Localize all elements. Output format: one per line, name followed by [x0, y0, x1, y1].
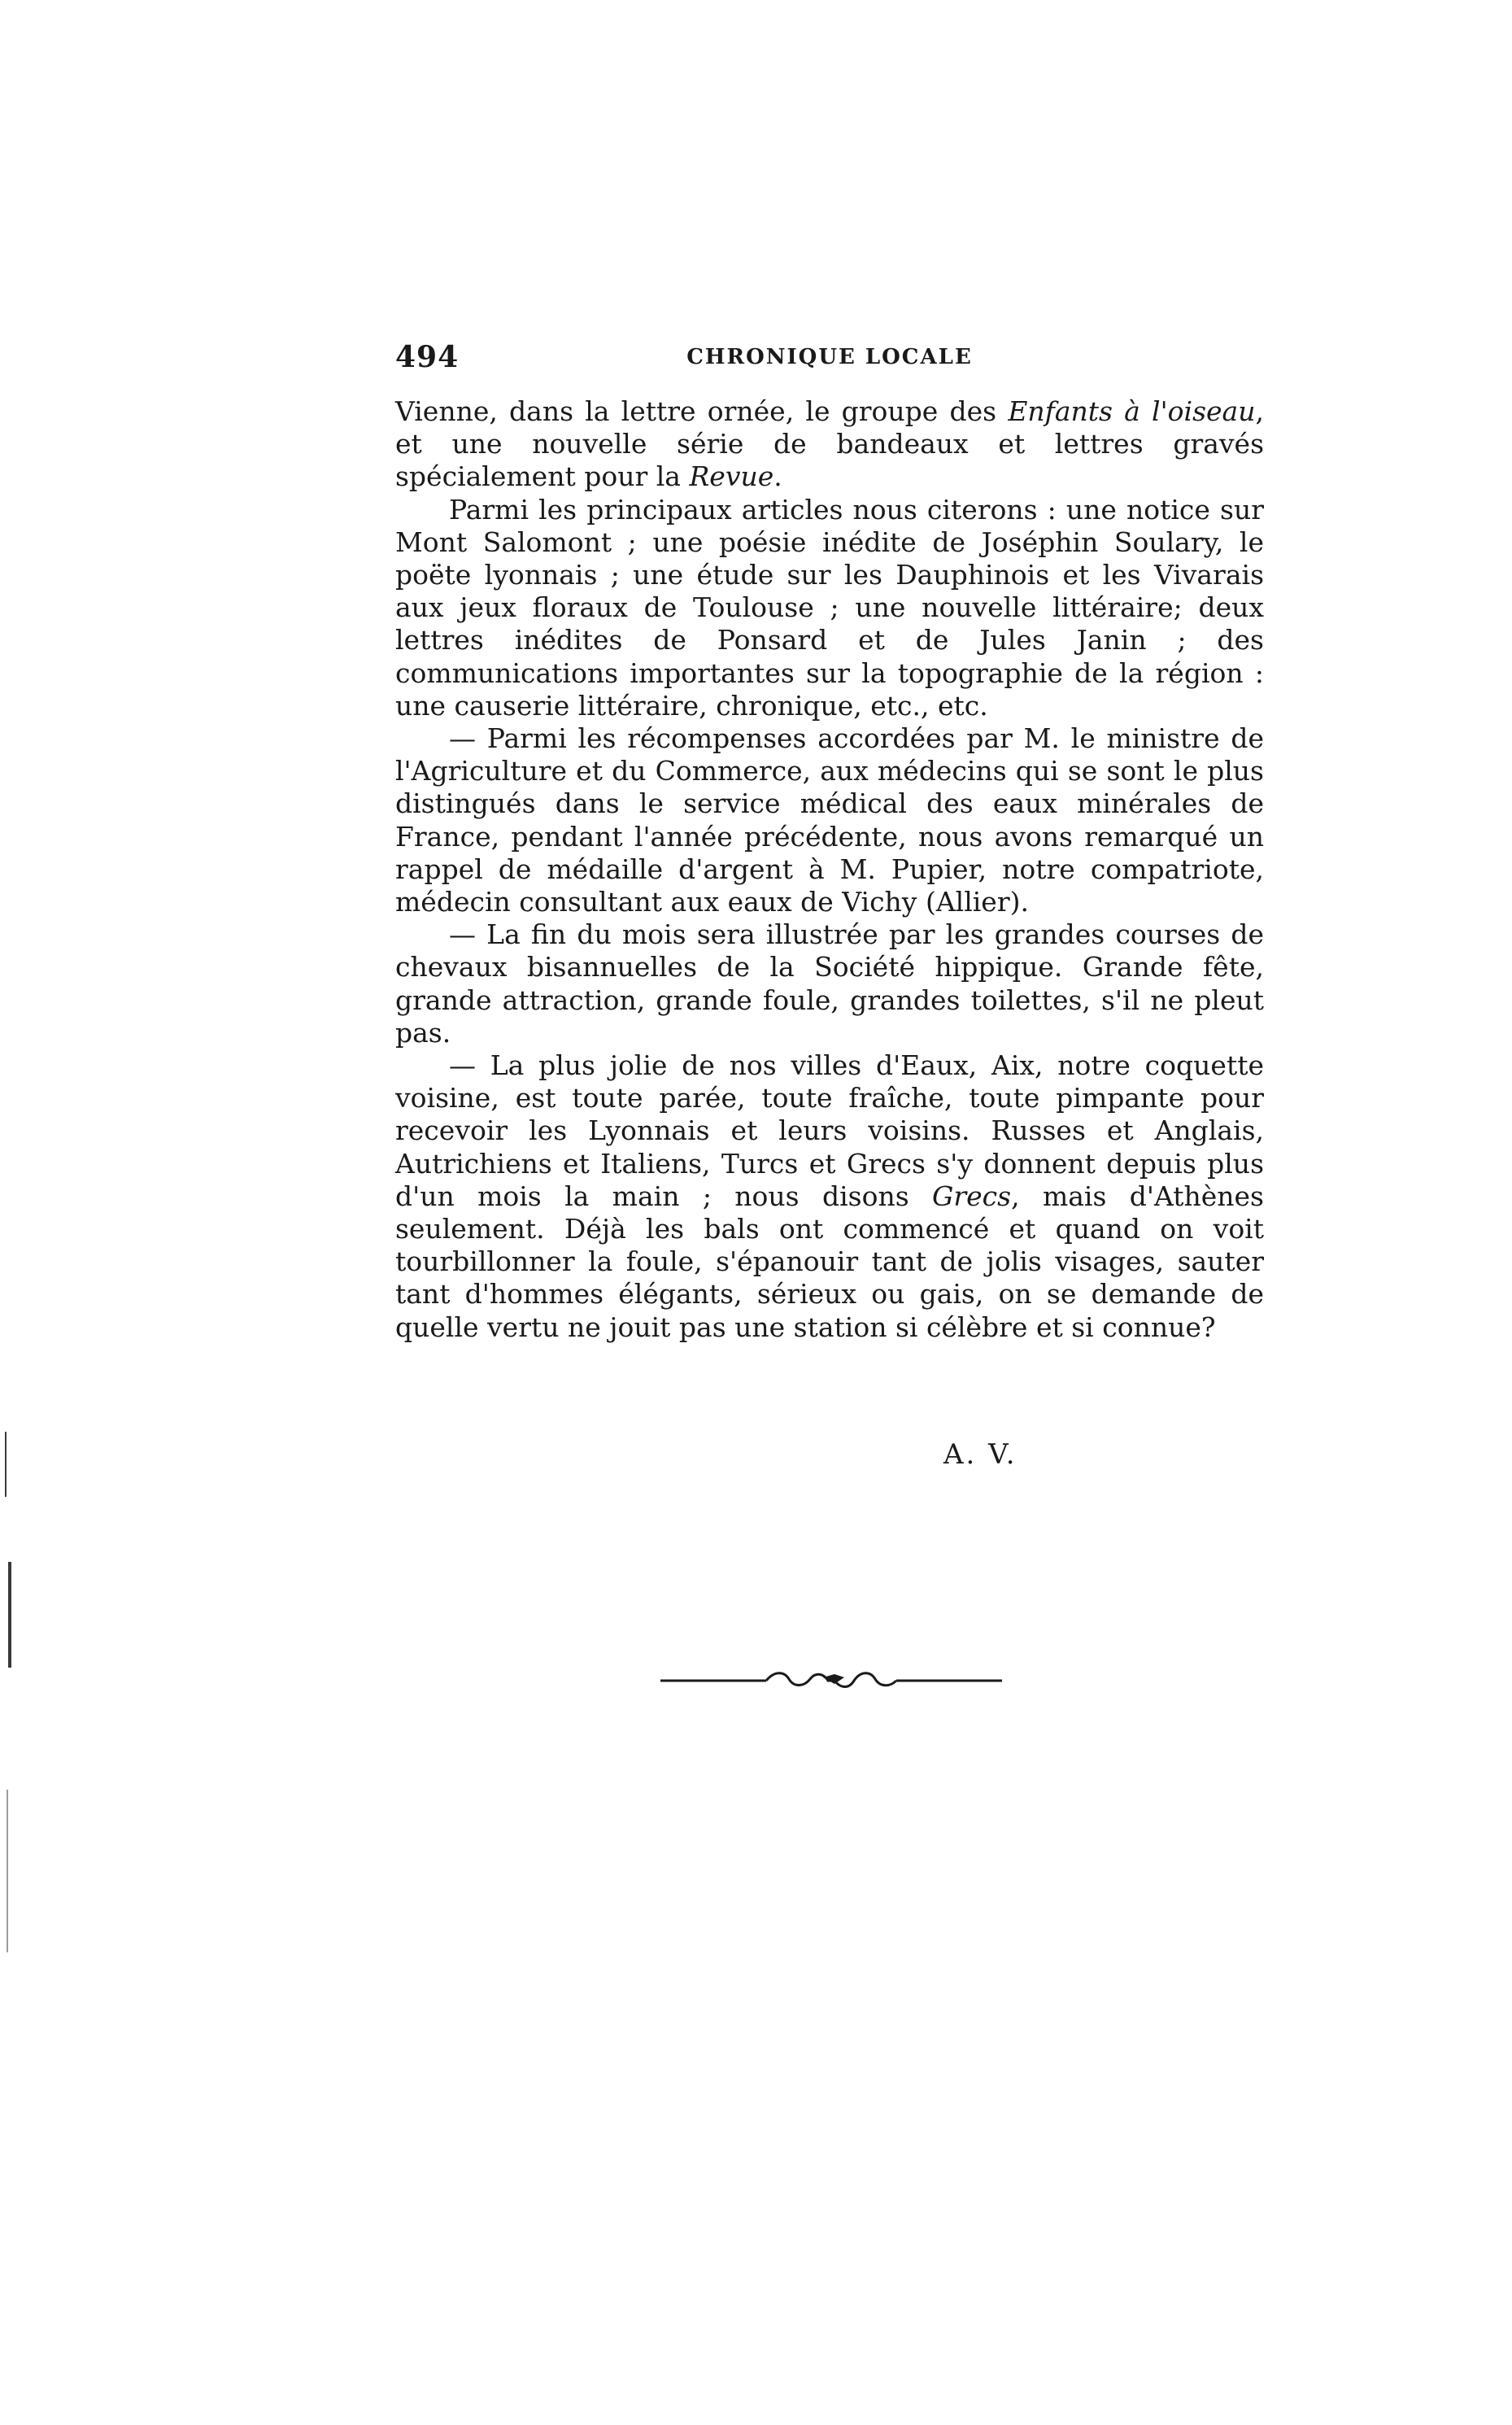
paragraph-text: , mais d'Athènes seulement. Déjà les bals ont commencé et quand on voit tourbillonner la foule, s'épanouir tant de jolis visages, sauter tant d'hommes élégants, sérieux ou gais, on se demande de quelle vertu ne jouit pas une station si célèbre et si connue?: [395, 1180, 1264, 1343]
paragraph-text: , et une nouvelle série de bandeaux et lettres gravés spécialement pour la: [395, 395, 1264, 493]
paragraph: [395, 722, 1264, 918]
paragraph-text: — La plus jolie de nos villes d'Eaux, Aix, notre coquette voisine, est toute parée, toute fraîche, toute pimpante pour recevoir les Lyonnais et leurs voisins. Russes et Anglais, Autrichiens et Italiens, Turcs et Grecs s'y donnent depuis plus d'un mois la main ; nous disons: [395, 1049, 1264, 1212]
article-body: [395, 395, 1264, 1344]
paragraph: [395, 395, 1264, 494]
margin-scan-mark: [5, 1432, 7, 1497]
margin-scan-mark: [8, 1562, 11, 1668]
page-header: [395, 340, 1264, 389]
paragraph-text: — La fin du mois sera illustrée par les grandes courses de chevaux bisannuelles de la Société hippique. Grande fête, grande attraction, grande foule, grandes toilettes, s'il ne pleut pas.: [395, 918, 1264, 1049]
tailpiece-ornament: [660, 1666, 1002, 1695]
paragraph-text: Parmi les principaux articles nous citerons : une notice sur Mont Salomont ; une poésie inédite de Joséphin Soulary, le poëte lyonnais ; une étude sur les Dauphinois et les Vivarais aux jeux floraux de Toulouse ; une nouvelle littéraire; deux lettres inédites de Ponsard et de Jules Janin ; des communications importantes sur la topographie de la région : une causerie littéraire, chronique, etc., etc.: [395, 493, 1264, 722]
margin-scan-mark: [7, 1790, 8, 1952]
running-title: CHRONIQUE LOCALE: [686, 345, 973, 369]
paragraph: [395, 1049, 1264, 1344]
author-signature: A. V.: [943, 1438, 1017, 1471]
paragraph: [395, 494, 1264, 722]
paragraph-text: — Parmi les récompenses accordées par M. le ministre de l'Agriculture et du Commerce, aux médecins qui se sont le plus distingués dans le service médical des eaux minérales de France, pendant l'année précédente, nous avons remarqué un rappel de médaille d'argent à M. Pupier, notre compatriote, médecin consultant aux eaux de Vichy (Allier).: [395, 722, 1264, 918]
paragraph-text: .: [773, 460, 782, 493]
italic-text: Enfants à l'oiseau: [1008, 395, 1256, 427]
paragraph: [395, 918, 1264, 1049]
italic-text: Revue: [689, 460, 774, 493]
paragraph-text: Vienne, dans la lettre ornée, le groupe des: [395, 395, 1009, 427]
page-number: 494: [395, 340, 460, 374]
italic-text: Grecs: [932, 1180, 1012, 1212]
